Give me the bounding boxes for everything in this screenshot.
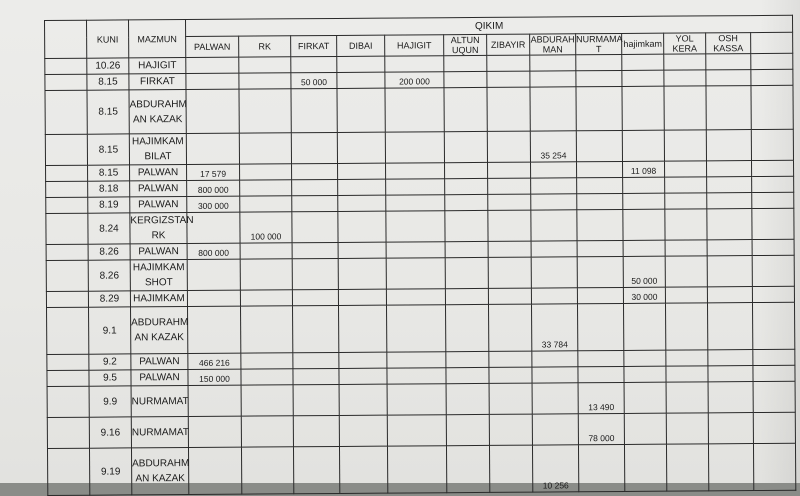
kuni-cell: 8.15 (87, 90, 129, 134)
value-cell (487, 131, 530, 162)
kuni-header: KUNI (87, 20, 129, 58)
value-cell (664, 70, 706, 86)
value-cell (386, 258, 445, 289)
col-header-blank (751, 32, 793, 53)
value-cell (488, 194, 531, 210)
col-header: NURMAMA T (576, 33, 623, 55)
value-cell (292, 211, 338, 242)
value-cell (240, 259, 292, 290)
value-cell (489, 445, 532, 492)
col-header: FIRKAT (291, 35, 337, 56)
value-cell (531, 288, 577, 304)
value-cell: 800 000 (187, 180, 240, 196)
value-cell (623, 209, 665, 240)
kuni-cell: 9.16 (89, 417, 131, 448)
value-cell (337, 132, 385, 163)
mazmun-cell: PALWAN (131, 354, 188, 370)
value-cell (337, 56, 385, 72)
blank-header-cell (45, 20, 87, 58)
value-cell (666, 444, 708, 491)
table-row (45, 129, 793, 165)
value-cell (665, 177, 707, 193)
row-end-cell (753, 381, 795, 412)
value-cell (445, 257, 488, 288)
value-cell (445, 288, 488, 304)
value-cell (531, 162, 577, 178)
mazmun-cell: HAJIMKAM SHOT (130, 260, 187, 291)
value-cell (666, 382, 708, 413)
value-cell (338, 289, 386, 305)
value-cell (186, 89, 239, 133)
value-cell: 13 490 (578, 382, 624, 413)
row-end-cell (751, 53, 793, 69)
value-cell (624, 444, 666, 491)
row-end-cell (752, 255, 794, 286)
value-cell (665, 161, 707, 177)
kuni-cell: 8.24 (88, 213, 130, 244)
row-blank-cell (47, 307, 89, 354)
kuni-cell: 8.29 (88, 291, 130, 307)
value-cell (446, 445, 489, 492)
mazmun-header: MAZMUN (129, 20, 186, 58)
value-cell (578, 444, 624, 491)
value-cell (488, 210, 531, 241)
value-cell (446, 367, 489, 383)
value-cell (292, 258, 338, 289)
value-cell (624, 350, 666, 366)
value-cell (444, 71, 487, 87)
value-cell (240, 290, 292, 306)
value-cell: 50 000 (623, 256, 665, 287)
value-cell (291, 56, 337, 72)
value-cell (624, 413, 666, 444)
value-cell (338, 242, 386, 258)
row-end-cell (752, 192, 794, 208)
value-cell (578, 366, 624, 382)
mazmun-cell: KERGIZSTAN RK (130, 213, 187, 244)
value-cell (622, 54, 664, 70)
kuni-cell: 8.15 (87, 74, 129, 90)
value-cell (623, 240, 665, 256)
value-cell (577, 193, 623, 209)
row-blank-cell (46, 291, 88, 307)
row-blank-cell (46, 260, 88, 291)
value-cell: 10 256 (532, 445, 578, 492)
value-cell (386, 242, 445, 258)
kuni-cell: 8.26 (88, 260, 130, 291)
value-cell (293, 415, 339, 446)
value-cell (488, 257, 531, 288)
value-cell (708, 382, 753, 413)
value-cell: 100 000 (240, 212, 292, 243)
row-end-cell (752, 302, 794, 349)
mazmun-cell: HAJIMKAM (130, 291, 187, 307)
table-row (45, 85, 793, 134)
value-cell (487, 55, 530, 71)
value-cell (338, 195, 386, 211)
value-cell (489, 351, 532, 367)
value-cell (339, 368, 387, 384)
row-blank-cell (47, 370, 89, 386)
value-cell (292, 289, 338, 305)
row-end-cell (752, 286, 794, 302)
kuni-cell: 8.26 (88, 244, 130, 260)
mazmun-cell: FIRKAT (129, 74, 186, 90)
value-cell (665, 303, 707, 350)
value-cell (241, 353, 293, 369)
value-cell (240, 196, 292, 212)
value-cell (241, 385, 293, 416)
value-cell (386, 163, 445, 179)
value-cell (623, 193, 665, 209)
value-cell (387, 352, 446, 368)
value-cell: 300 000 (187, 196, 240, 212)
value-cell (445, 210, 488, 241)
col-header: ABDURAH MAN (530, 34, 575, 55)
value-cell (665, 193, 707, 209)
value-cell (706, 86, 751, 130)
value-cell: 11 098 (623, 161, 665, 177)
value-cell (387, 446, 446, 493)
col-header: HAJIGIT (385, 35, 444, 56)
value-cell (188, 306, 241, 353)
ledger-body (45, 53, 796, 495)
value-cell (187, 290, 240, 306)
mazmun-cell: NURMAMAT (131, 417, 188, 448)
value-cell (339, 352, 387, 368)
value-cell (186, 133, 239, 164)
value-cell (706, 130, 751, 161)
row-blank-cell (47, 354, 89, 370)
value-cell (338, 163, 386, 179)
mazmun-cell: ABDURAHM AN KAZAK (131, 448, 188, 495)
kuni-cell: 8.15 (88, 165, 130, 181)
kuni-cell: 8.19 (88, 197, 130, 213)
value-cell (706, 54, 751, 70)
row-blank-cell (47, 386, 89, 417)
value-cell (444, 55, 487, 71)
value-cell (576, 54, 622, 70)
value-cell (489, 383, 532, 414)
value-cell: 17 579 (187, 164, 240, 180)
value-cell (387, 384, 446, 415)
value-cell (338, 258, 386, 289)
value-cell (489, 367, 532, 383)
value-cell (531, 257, 577, 288)
value-cell (445, 304, 488, 351)
row-blank-cell (45, 58, 87, 74)
col-header: ALTUN UQUN (444, 34, 487, 55)
value-cell (186, 73, 239, 89)
value-cell (530, 71, 576, 87)
value-cell: 800 000 (187, 243, 240, 259)
mazmun-cell: HAJIGIT (129, 58, 186, 74)
mazmun-cell: ABDURAHM AN KAZAK (129, 90, 186, 134)
value-cell (292, 195, 338, 211)
mazmun-cell: PALWAN (130, 181, 187, 197)
value-cell (241, 416, 293, 447)
row-blank-cell (46, 244, 88, 260)
row-blank-cell (47, 448, 89, 495)
row-end-cell (752, 176, 794, 192)
value-cell (577, 256, 623, 287)
row-end-cell (753, 349, 795, 365)
value-cell (530, 55, 576, 71)
row-blank-cell (45, 90, 87, 134)
value-cell (239, 57, 291, 73)
value-cell (531, 241, 577, 257)
value-cell (444, 131, 487, 162)
value-cell (707, 256, 752, 287)
value-cell (488, 162, 531, 178)
value-cell (240, 180, 292, 196)
value-cell (577, 161, 623, 177)
value-cell (665, 240, 707, 256)
value-cell (386, 195, 445, 211)
value-cell (339, 415, 387, 446)
value-cell (339, 384, 387, 415)
row-end-cell (753, 443, 795, 490)
value-cell (622, 130, 664, 161)
value-cell (239, 89, 291, 133)
row-end-cell (751, 85, 793, 129)
kuni-cell: 9.5 (89, 370, 131, 386)
value-cell (386, 305, 445, 352)
row-end-cell (752, 239, 794, 255)
value-cell (446, 414, 489, 445)
value-cell (708, 350, 753, 366)
value-cell (664, 54, 706, 70)
value-cell (385, 88, 444, 132)
value-cell (338, 179, 386, 195)
value-cell (293, 368, 339, 384)
value-cell (292, 163, 338, 179)
value-cell (292, 242, 338, 258)
row-blank-cell (47, 417, 89, 448)
value-cell (446, 383, 489, 414)
value-cell (707, 193, 752, 209)
value-cell (240, 243, 292, 259)
value-cell (188, 385, 241, 416)
value-cell (293, 384, 339, 415)
value-cell (187, 259, 240, 290)
value-cell (707, 303, 752, 350)
value-cell: 35 254 (530, 131, 576, 162)
value-cell (707, 287, 752, 303)
value-cell (387, 368, 446, 384)
value-cell (385, 56, 444, 72)
value-cell (622, 70, 664, 86)
value-cell (445, 162, 488, 178)
value-cell (707, 177, 752, 193)
row-end-cell (752, 208, 794, 239)
value-cell (577, 287, 623, 303)
col-header: ZIBAYIR (487, 34, 530, 55)
value-cell (706, 161, 751, 177)
value-cell: 30 000 (623, 287, 665, 303)
value-cell (708, 366, 753, 382)
value-cell (577, 303, 623, 350)
value-cell (531, 194, 577, 210)
value-cell (577, 177, 623, 193)
value-cell (664, 130, 706, 161)
value-cell (576, 130, 622, 161)
value-cell (239, 73, 291, 89)
kuni-cell: 9.2 (89, 354, 131, 370)
value-cell (489, 414, 532, 445)
value-cell (337, 88, 385, 132)
value-cell (444, 87, 487, 131)
value-cell: 200 000 (385, 72, 444, 88)
value-cell (624, 382, 666, 413)
value-cell (386, 289, 445, 305)
value-cell (706, 70, 751, 86)
value-cell (530, 87, 576, 131)
value-cell (445, 241, 488, 257)
value-cell (293, 352, 339, 368)
value-cell (665, 256, 707, 287)
value-cell (292, 179, 338, 195)
value-cell (531, 178, 577, 194)
mazmun-cell: PALWAN (131, 370, 188, 386)
value-cell (708, 444, 753, 491)
value-cell (487, 71, 530, 87)
value-cell (241, 369, 293, 385)
value-cell: 50 000 (291, 72, 337, 88)
col-header: YOL KERA (664, 33, 706, 54)
col-header: DIBAI (337, 35, 385, 56)
kuni-cell: 8.15 (87, 134, 129, 165)
value-cell (532, 383, 578, 414)
value-cell (622, 86, 664, 130)
row-blank-cell (46, 181, 88, 197)
value-cell (239, 133, 291, 164)
row-blank-cell (46, 197, 88, 213)
value-cell (337, 72, 385, 88)
value-cell (532, 351, 578, 367)
value-cell (708, 413, 753, 444)
value-cell (623, 303, 665, 350)
value-cell (707, 209, 752, 240)
value-cell (240, 164, 292, 180)
col-header: OSH KASSA (706, 33, 751, 54)
value-cell (293, 305, 339, 352)
col-header: PALWAN (186, 36, 239, 57)
value-cell (488, 304, 531, 351)
mazmun-cell: PALWAN (130, 165, 187, 181)
kuni-cell: 8.18 (88, 181, 130, 197)
value-cell (186, 57, 239, 73)
value-cell (188, 416, 241, 447)
value-cell (446, 351, 489, 367)
qikim-header: QIKIM (186, 15, 793, 36)
value-cell (188, 447, 241, 494)
value-cell (241, 306, 293, 353)
row-end-cell (751, 129, 793, 160)
value-cell: 33 784 (531, 304, 577, 351)
value-cell (577, 240, 623, 256)
value-cell (187, 212, 240, 243)
value-cell: 78 000 (578, 413, 624, 444)
row-end-cell (753, 412, 795, 443)
value-cell (487, 87, 530, 131)
value-cell (532, 367, 578, 383)
value-cell (707, 240, 752, 256)
value-cell (445, 178, 488, 194)
value-cell (532, 414, 578, 445)
value-cell (339, 446, 387, 493)
kuni-cell: 9.19 (89, 448, 131, 495)
value-cell (488, 288, 531, 304)
row-blank-cell (45, 134, 87, 165)
value-cell (531, 210, 577, 241)
row-end-cell (753, 365, 795, 381)
value-cell (386, 179, 445, 195)
value-cell (445, 194, 488, 210)
value-cell: 150 000 (188, 369, 241, 385)
value-cell (338, 211, 386, 242)
value-cell (385, 132, 444, 163)
row-blank-cell (45, 74, 87, 90)
ledger-table (44, 15, 796, 496)
value-cell (488, 241, 531, 257)
mazmun-cell: HAJIMKAM BILAT (129, 134, 186, 165)
kuni-cell: 9.9 (89, 386, 131, 417)
row-end-cell (751, 69, 793, 85)
value-cell (291, 88, 337, 132)
value-cell (291, 132, 337, 163)
value-cell (578, 350, 624, 366)
mazmun-cell: NURMAMAT (131, 386, 188, 417)
value-cell (666, 413, 708, 444)
row-blank-cell (46, 213, 88, 244)
value-cell (387, 415, 446, 446)
value-cell (623, 177, 665, 193)
mazmun-cell: ABDURAHM AN KAZAK (131, 307, 188, 354)
value-cell (664, 86, 706, 130)
value-cell (386, 211, 445, 242)
value-cell (241, 447, 293, 494)
value-cell (338, 305, 386, 352)
row-end-cell (751, 160, 793, 176)
value-cell (665, 209, 707, 240)
value-cell: 466 216 (188, 353, 241, 369)
value-cell (576, 70, 622, 86)
value-cell (666, 350, 708, 366)
kuni-cell: 9.1 (89, 307, 131, 354)
value-cell (577, 209, 623, 240)
row-blank-cell (46, 165, 88, 181)
value-cell (576, 86, 622, 130)
col-header: hajimkam (622, 33, 664, 54)
value-cell (666, 366, 708, 382)
value-cell (624, 366, 666, 382)
mazmun-cell: PALWAN (130, 197, 187, 213)
table-row (47, 443, 795, 495)
value-cell (293, 446, 339, 493)
kuni-cell: 10.26 (87, 58, 129, 74)
col-header: RK (239, 36, 291, 57)
value-cell (488, 178, 531, 194)
table-row (47, 302, 795, 354)
value-cell (665, 287, 707, 303)
mazmun-cell: PALWAN (130, 244, 187, 260)
